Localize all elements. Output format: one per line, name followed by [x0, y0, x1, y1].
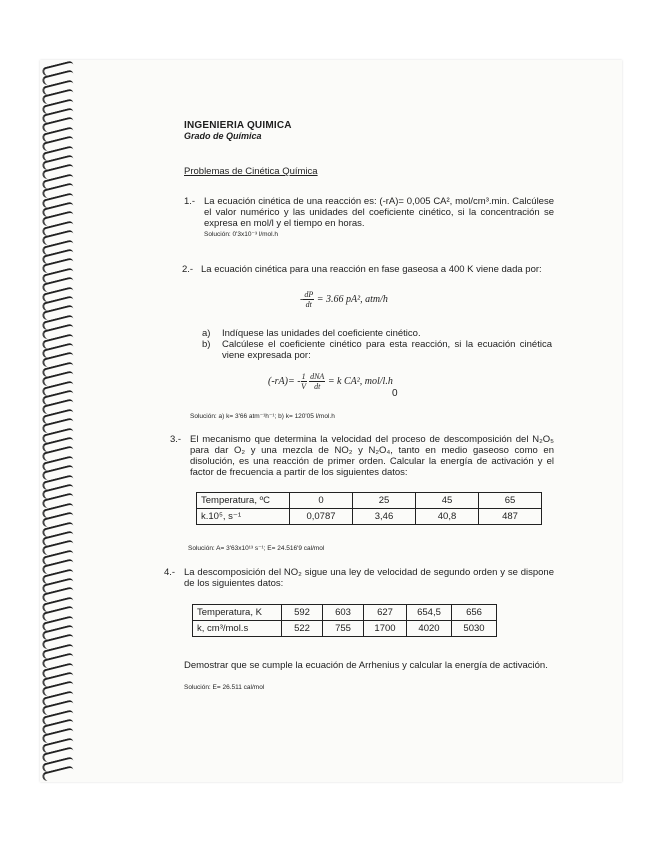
table-cell: 755: [323, 621, 364, 637]
problem-4-solution: Solución: E= 26.511 cal/mol: [184, 684, 265, 691]
stray-zero: 0: [392, 388, 398, 399]
table-cell: k.10⁵, s⁻¹: [197, 509, 290, 525]
table-cell: 45: [416, 493, 479, 509]
table-cell: 656: [452, 605, 497, 621]
header-title: INGENIERIA QUIMICA: [184, 120, 292, 131]
problem-4-text2: Demostrar que se cumple la ecuación de Arrhenius y calcular la energía de activación.: [184, 660, 548, 671]
table-cell: 25: [353, 493, 416, 509]
table-row: [193, 621, 497, 637]
problem-4-text: La descomposición del NO₂ sigue una ley de velocidad de segundo orden y se dispone de los siguientes datos:: [184, 567, 554, 589]
eq1-denominator: dt: [305, 300, 312, 309]
table-cell: 592: [282, 605, 323, 621]
eq2-f2-denominator: dt: [314, 382, 321, 391]
table-row: [197, 493, 542, 509]
table-row: [193, 605, 497, 621]
problem-2-text: La ecuación cinética para una reacción en fase gaseosa a 400 K viene dada por:: [201, 264, 542, 275]
item-b-label: b): [202, 339, 211, 350]
table-cell: 4020: [407, 621, 452, 637]
eq2-rhs: = k CA², mol/l.h: [327, 375, 393, 387]
table-cell: 5030: [452, 621, 497, 637]
table-cell: 65: [479, 493, 542, 509]
equation-2: [268, 372, 393, 391]
table-cell: 522: [282, 621, 323, 637]
paper-sheet: [40, 60, 622, 782]
item-a-label: a): [202, 328, 211, 339]
problem-2-number: 2.-: [182, 264, 194, 275]
problem-3-number: 3.-: [170, 434, 182, 445]
problem-1-number: 1.-: [184, 196, 196, 207]
spiral-binding: [40, 60, 80, 782]
table-cell: k, cm³/mol.s: [193, 621, 282, 637]
table-cell: Temperatura, ºC: [197, 493, 290, 509]
table-cell: 627: [364, 605, 407, 621]
table-cell: 1700: [364, 621, 407, 637]
table-cell: 40,8: [416, 509, 479, 525]
item-a-text: Indíquese las unidades del coeficiente cinético.: [222, 328, 421, 339]
eq2-f1-numerator: 1: [301, 372, 306, 381]
table-cell: 0,0787: [290, 509, 353, 525]
eq2-lhs: (-rA)= -: [268, 375, 301, 387]
problem-1-solution: Solución: 0'3x10⁻³ l/mol.h: [204, 231, 279, 238]
problem-3-solution: Solución: A= 3'63x10¹³ s⁻¹; E= 24.516'9 cal/mol: [188, 545, 325, 552]
problem-1-text: La ecuación cinética de una reacción es: (-rA)= 0,005 CA², mol/cm³.min. Calcúlese el valor numérico y las unidades del coeficiente cinético, si la concentración se expresa en mol/l y el tiempo en horas.: [204, 196, 554, 229]
header-subtitle: Grado de Química: [184, 131, 262, 141]
table-4: [192, 604, 497, 637]
eq2-f1-denominator: V: [301, 382, 307, 391]
eq2-f2-numerator: dNA: [310, 372, 325, 381]
item-b-text: Calcúlese el coeficiente cinético para esta reacción, si la ecuación cinética viene expresada por:: [222, 339, 552, 361]
table-cell: 654,5: [407, 605, 452, 621]
table-cell: Temperatura, K: [193, 605, 282, 621]
problem-2-solution: Solución: a) k= 3'66 atm⁻¹h⁻¹; b) k= 120'05 l/mol.h: [190, 413, 335, 420]
table-cell: 487: [479, 509, 542, 525]
table-cell: 0: [290, 493, 353, 509]
table-cell: 3,46: [353, 509, 416, 525]
equation-1: - $\frac{dP}{dt}$ = 3.66 pA², atm/h: [300, 290, 388, 309]
eq1-numerator: dP: [304, 290, 314, 299]
problem-4-number: 4.-: [164, 567, 176, 578]
problem-3-text: El mecanismo que determina la velocidad del proceso de descomposición del N₂O₅ para dar O₂ y una mezcla de NO₂ y N₂O₄, tanto en medio gaseoso como en disolución, es una reacción de primer orden. Calcular la energía de activación y el factor de frecuencia a partir de los siguientes datos:: [190, 434, 554, 478]
table-row: [197, 509, 542, 525]
table-cell: 603: [323, 605, 364, 621]
table-3: [196, 492, 542, 525]
section-title: Problemas de Cinética Química: [184, 166, 318, 177]
eq1-rhs: = 3.66 pA², atm/h: [316, 293, 388, 305]
